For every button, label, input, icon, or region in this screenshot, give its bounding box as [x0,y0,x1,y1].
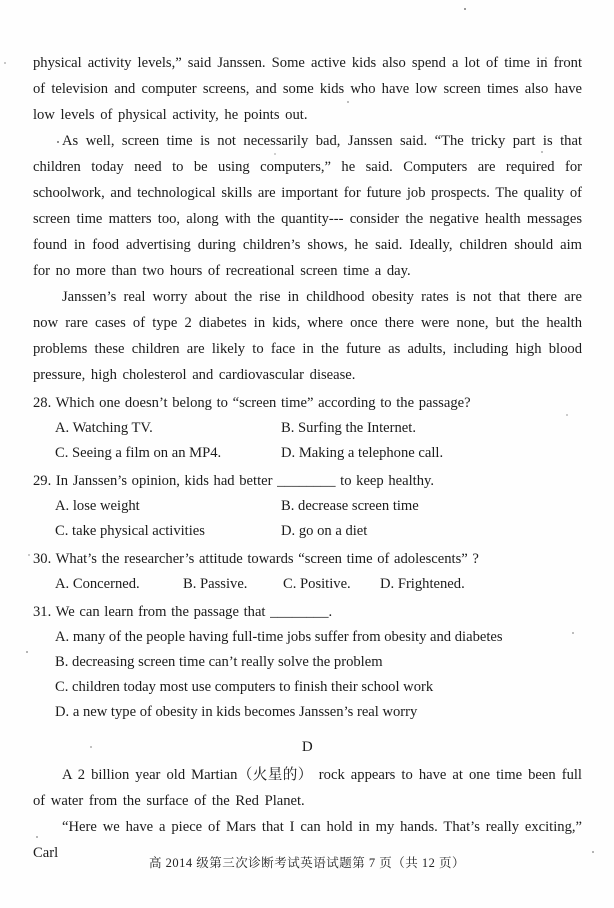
question-30 [33,547,582,597]
passage-paragraph: “Here we have a piece of Mars that I can hold in my hands. That’s really exciting,” Carl [33,819,582,861]
option-b: B. decreasing screen time can’t really solve the problem [55,654,383,670]
question-stem: 30. What’s the researcher’s attitude towards “screen time of adolescents” ? [33,551,479,567]
question-31 [33,600,582,725]
question-stem: 28. Which one doesn’t belong to “screen time” according to the passage? [33,395,471,411]
option-c: C. Seeing a film on an MP4. [55,445,222,461]
question-stem: 31. We can learn from the passage that ________. [33,604,333,620]
option-d: D. Making a telephone call. [281,445,444,461]
option-a: A. Concerned. [55,576,140,592]
page-footer: 高 2014 级第三次诊断考试英语试题第 7 页（共 12 页） [148,856,465,870]
option-d: D. Frightened. [380,576,465,592]
question-options [33,625,582,725]
question-options [33,572,582,597]
question-options [33,494,582,544]
option-b: B. Passive. [183,576,248,592]
passage-paragraph: As well, screen time is not necessarily bad, Janssen said. “The tricky part is that children today need to be using computers,” he said. Computers are required for schoolwork, and technological skills are important for future job prospects. The quality of screen time matters too, along with the quantity--- consider the negative health messages found in food advertising during children’s shows, he said. Ideally, children should aim for no more than two hours of recreational screen time a day. [33,133,582,279]
questions-block [33,391,582,725]
passage-paragraph: Janssen’s real worry about the rise in childhood obesity rates is not that there are now rare cases of type 2 diabetes in kids, where once there were none, but the health problems these children are likely to face in the future as adults, including high blood pressure, high cholesterol and cardiovascular disease. [33,289,582,383]
passage-paragraph: A 2 billion year old Martian（火星的） rock appears to have at one time been full of water from the surface of the Red Planet. [33,767,582,809]
option-a: A. many of the people having full-time jobs suffer from obesity and diabetes [55,629,503,645]
question-28 [33,391,582,466]
option-b: B. Surfing the Internet. [281,420,416,436]
option-b: B. decrease screen time [281,498,419,514]
option-c: C. Positive. [283,576,351,592]
section-d-passage [33,762,582,866]
option-a: A. Watching TV. [55,420,153,436]
passage-paragraph: physical activity levels,” said Janssen. Some active kids also spend a lot of time in front of television and computer screens, and some kids who have low screen times also have low levels of physical activity, he points out. [33,55,582,123]
option-d: D. go on a diet [281,523,368,539]
question-stem: 29. In Janssen’s opinion, kids had better ________ to keep healthy. [33,473,434,489]
page-content [33,50,582,866]
option-d: D. a new type of obesity in kids becomes Janssen’s real worry [55,704,418,720]
section-d-header: D [301,739,314,755]
question-29 [33,469,582,544]
scan-noise-speckles [0,0,2,2]
option-a: A. lose weight [55,498,140,514]
option-c: C. children today most use computers to finish their school work [55,679,434,695]
question-options [33,416,582,466]
option-c: C. take physical activities [55,523,205,539]
